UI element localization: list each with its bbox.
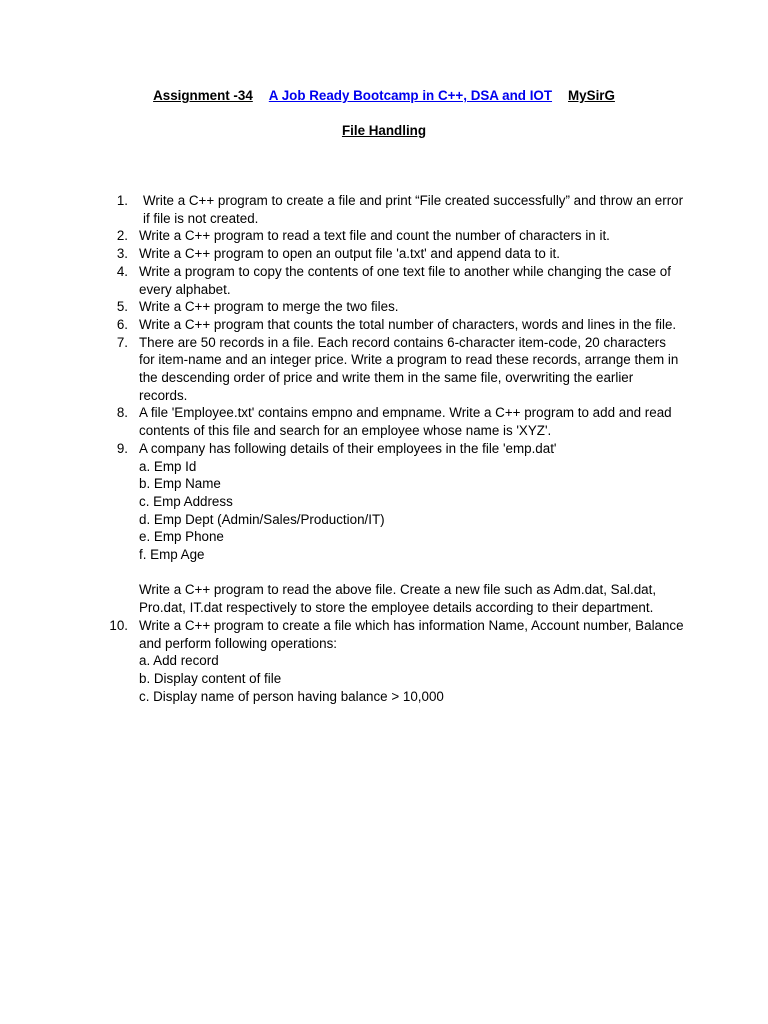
blank-line (139, 564, 684, 582)
sub-item: f. Emp Age (139, 547, 205, 563)
question-item (104, 316, 684, 334)
question-text: Write a C++ program that counts the total number of characters, words and lines in the file. (139, 316, 677, 332)
question-item (104, 334, 684, 405)
question-item (104, 404, 684, 439)
question-number: 6. (116, 316, 128, 332)
assignment-header (0, 87, 768, 105)
question-number: 7. (116, 334, 128, 350)
question-text: Write a C++ program to create a file and print “File created successfully” and throw an error if file is not created. (143, 193, 684, 226)
question-number: 1. (116, 193, 128, 208)
question-item (104, 617, 684, 706)
question-item (104, 227, 684, 245)
question-number: 3. (116, 246, 128, 262)
course-link[interactable]: A Job Ready Bootcamp in C++, DSA and IOT (268, 88, 553, 103)
sub-item: a. Emp Id (139, 458, 197, 474)
question-number: 2. (116, 228, 128, 244)
question-item (104, 440, 684, 617)
page-title: File Handling (341, 123, 427, 138)
question-list (104, 192, 684, 705)
question-text: Write a C++ program to open an output file 'a.txt' and append data to it. (139, 246, 560, 262)
question-text: Write a C++ program to create a file which has information Name, Account number, Balance and perform following operations: (139, 617, 684, 651)
question-text: A file 'Employee.txt' contains empno and empname. Write a C++ program to add and read contents of this file and search for an employee whose name is 'XYZ'. (139, 405, 672, 439)
question-text: Write a C++ program to read a text file and count the number of characters in it. (139, 228, 610, 244)
question-text: A company has following details of their employees in the file 'emp.dat' (139, 440, 557, 456)
sub-item: e. Emp Phone (139, 529, 224, 545)
brand-name: MySirG (568, 88, 615, 103)
question-number: 9. (116, 440, 128, 456)
question-item (104, 298, 684, 316)
sub-item: c. Display name of person having balance > 10,000 (139, 688, 444, 704)
question-number: 4. (116, 263, 128, 279)
question-text: Write a C++ program to merge the two files. (139, 299, 399, 315)
question-text: Write a program to copy the contents of one text file to another while changing the case of every alphabet. (139, 263, 671, 297)
sub-item: b. Display content of file (139, 670, 282, 686)
sub-item: a. Add record (139, 653, 219, 669)
assignment-title: Assignment -34 (153, 88, 253, 103)
sub-item: d. Emp Dept (Admin/Sales/Production/IT) (139, 511, 385, 527)
question-number: 5. (116, 299, 128, 315)
question-number: 10. (109, 617, 128, 633)
question-number: 8. (116, 405, 128, 421)
question-item (104, 192, 684, 227)
question-item (104, 245, 684, 263)
question-item (104, 263, 684, 298)
question-followup: Write a C++ program to read the above file. Create a new file such as Adm.dat, Sal.dat, Pro.dat, IT.dat respectively to store the employee details according to their department. (139, 582, 657, 616)
sub-item: c. Emp Address (139, 493, 233, 509)
question-text: There are 50 records in a file. Each record contains 6-character item-code, 20 characters for item-name and an integer price. Write a program to read these records, arrange them in the descending order of price and write them in the same file, overwriting the earlier records. (139, 334, 679, 403)
sub-item: b. Emp Name (139, 476, 221, 492)
